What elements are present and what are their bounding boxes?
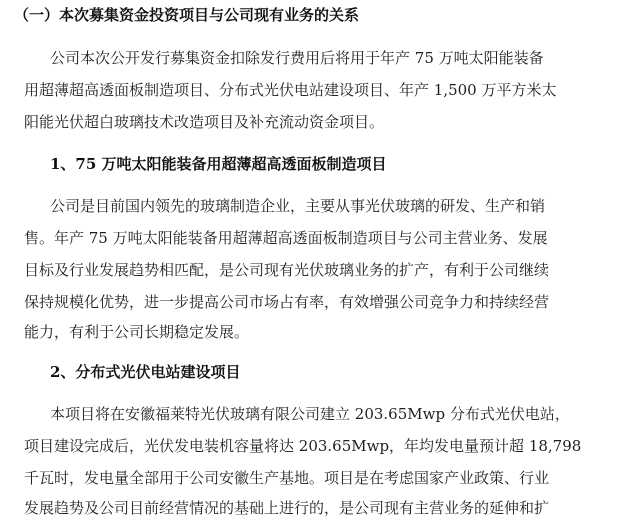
subsection-1-line-5: 能力，有利于公司长期稳定发展。: [24, 323, 250, 341]
intro-line-3: 阳能光伏超白玻璃技术改造项目及补充流动资金项目。: [24, 113, 385, 131]
subsection-1-title: 1、75 万吨太阳能装备用超薄超高透面板制造项目: [50, 155, 387, 173]
subsection-2-line-3: 千瓦时，发电量全部用于公司安徽生产基地。项目是在考虑国家产业政策、行业: [24, 469, 550, 487]
subsection-2-title: 2、分布式光伏电站建设项目: [50, 363, 241, 381]
subsection-2-line-4: 发展趋势及公司目前经营情况的基础上进行的，是公司现有主营业务的延伸和扩: [24, 499, 550, 517]
intro-line-1: 公司本次公开发行募集资金扣除发行费用后将用于年产 75 万吨太阳能装备: [50, 49, 544, 67]
section-heading: （一）本次募集资金投资项目与公司现有业务的关系: [14, 6, 360, 24]
subsection-1-line-1: 公司是目前国内领先的玻璃制造企业，主要从事光伏玻璃的研发、生产和销: [50, 197, 546, 215]
subsection-1-line-2: 售。年产 75 万吨太阳能装备用超薄超高透面板制造项目与公司主营业务、发展: [24, 229, 548, 247]
subsection-1-line-3: 目标及行业发展趋势相匹配，是公司现有光伏玻璃业务的扩产，有利于公司继续: [24, 261, 550, 279]
subsection-2-line-2: 项目建设完成后，光伏发电装机容量将达 203.65Mwp，年均发电量预计超 18,798: [24, 437, 582, 455]
subsection-1-line-4: 保持规模化优势，进一步提高公司市场占有率，有效增强公司竞争力和持续经营: [24, 293, 550, 311]
intro-line-2: 用超薄超高透面板制造项目、分布式光伏电站建设项目、年产 1,500 万平方米太: [24, 81, 557, 99]
subsection-2-line-1: 本项目将在安徽福莱特光伏玻璃有限公司建立 203.65Mwp 分布式光伏电站，: [50, 405, 570, 423]
